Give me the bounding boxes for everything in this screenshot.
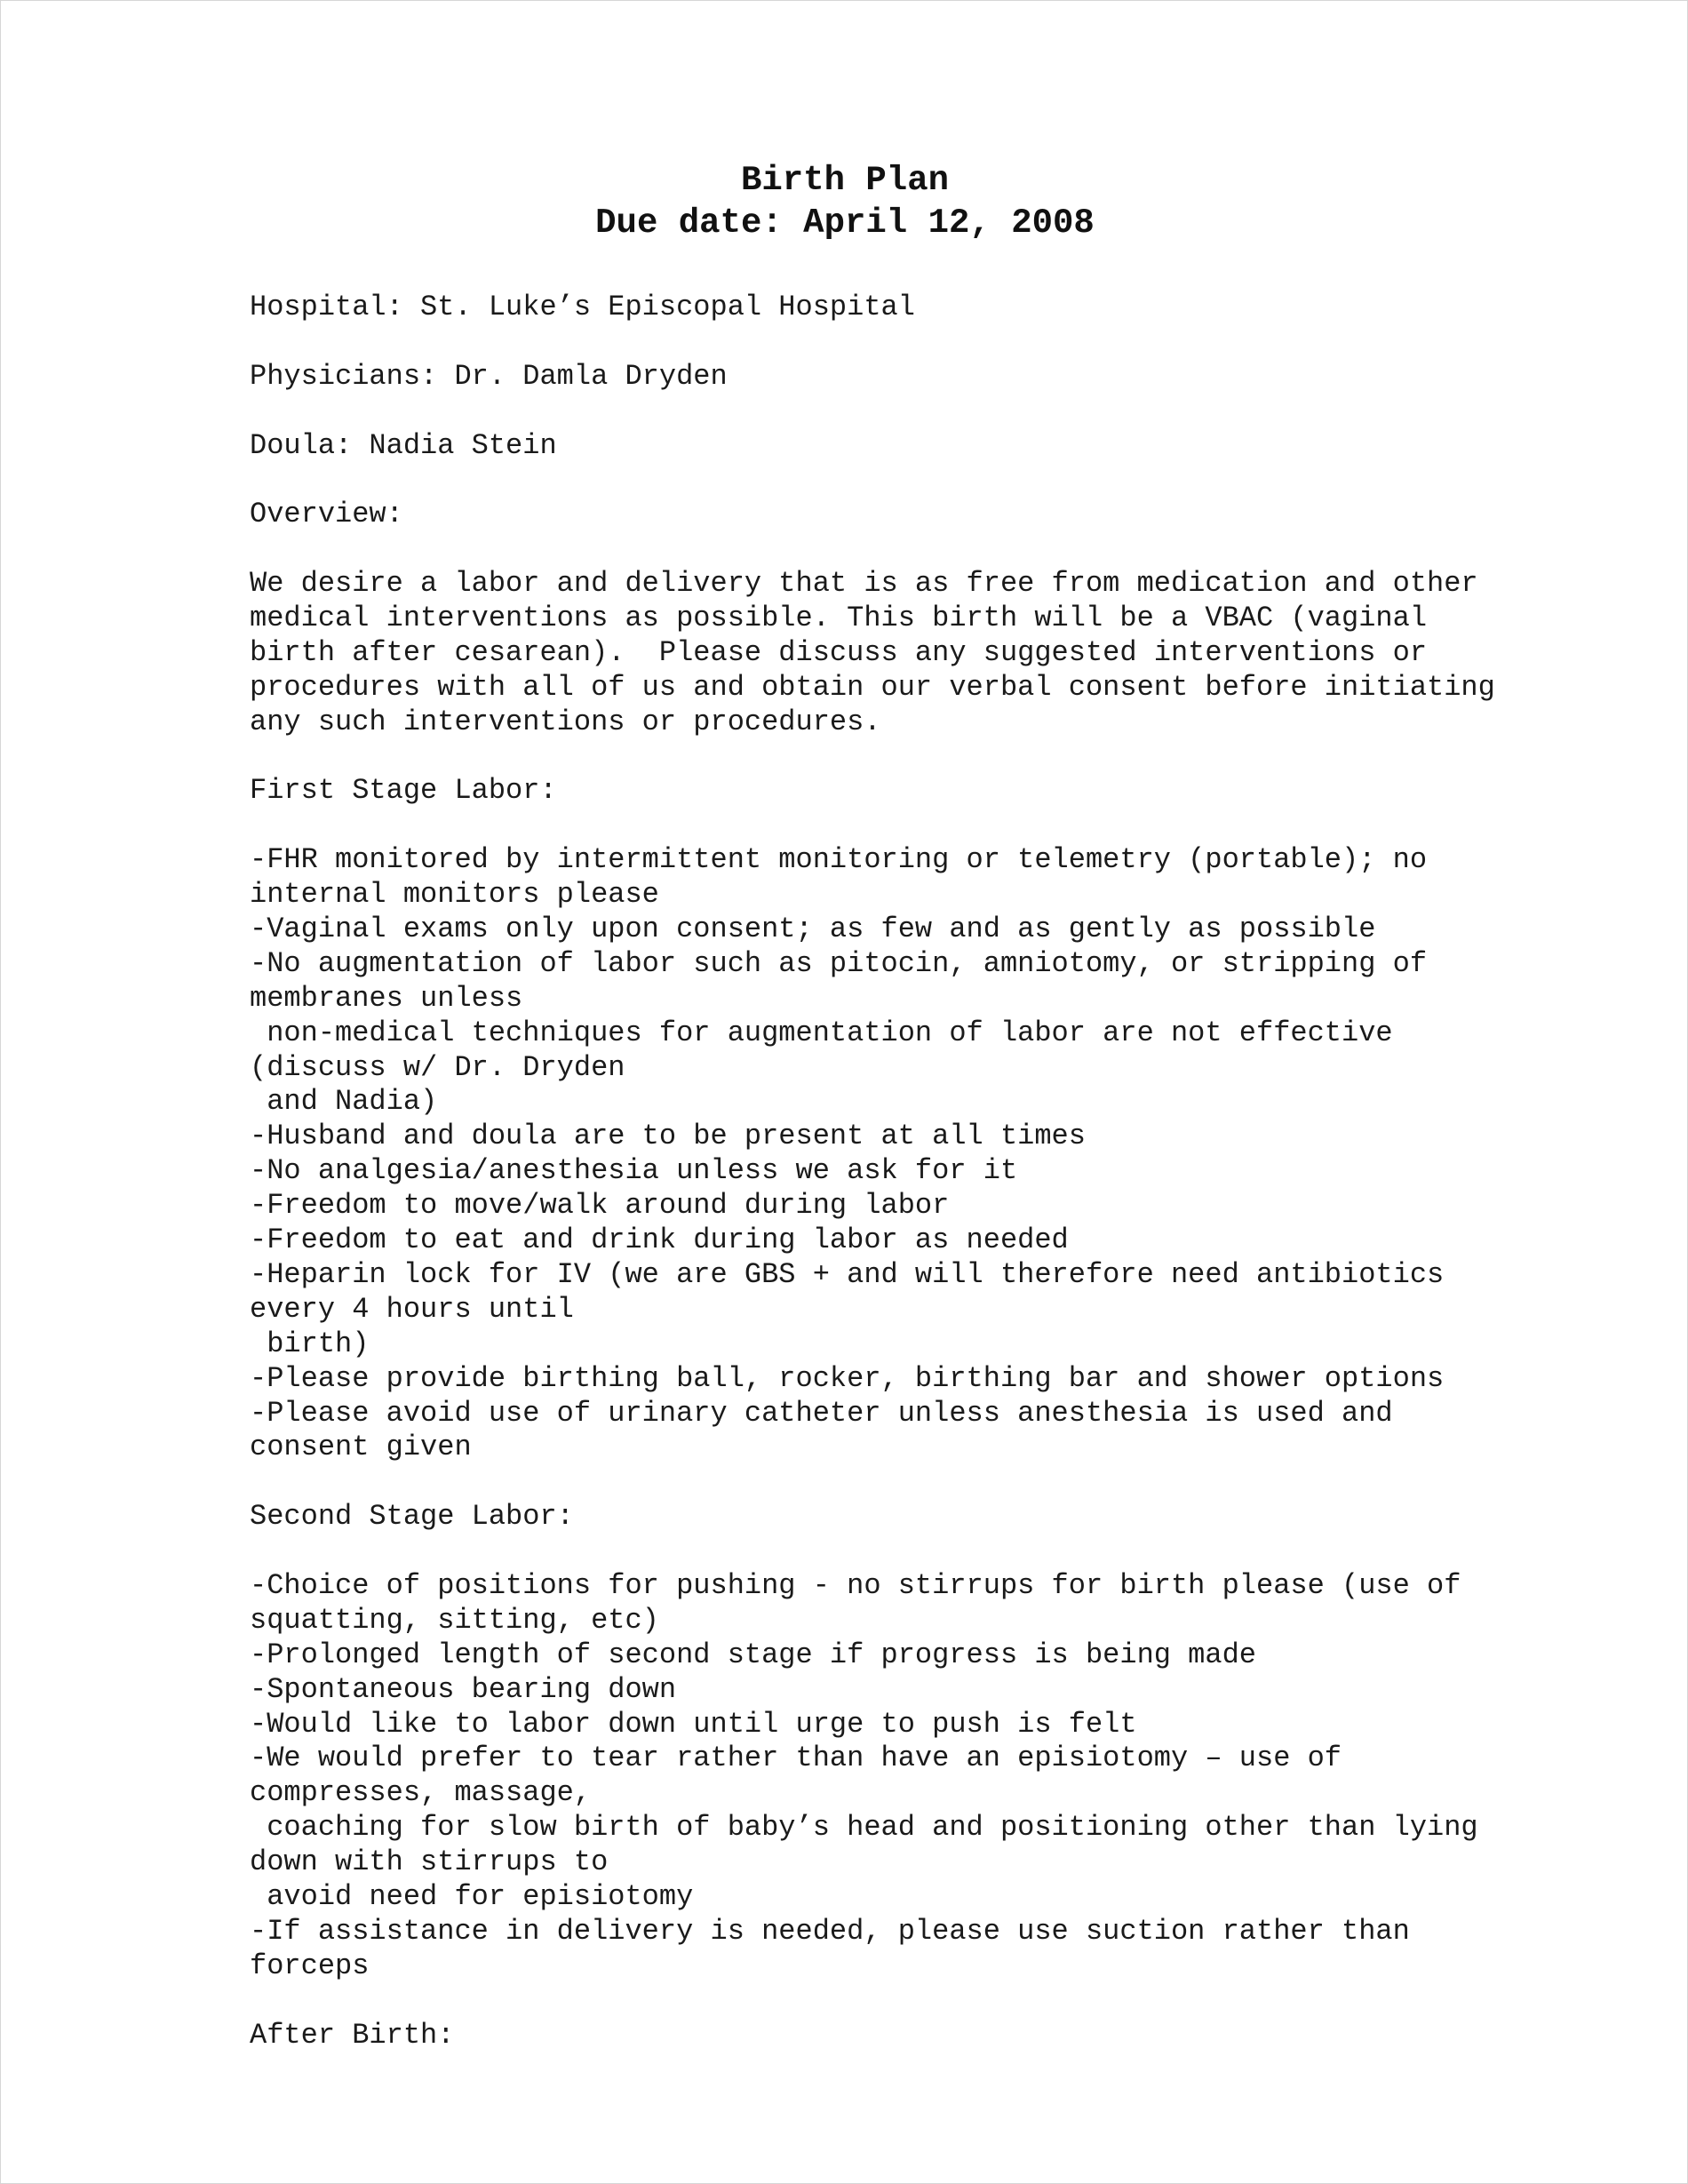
text-line: (discuss w/ Dr. Dryden [250, 1050, 625, 1084]
text-line: First Stage Labor: [250, 774, 557, 808]
text-line: -Freedom to eat and drink during labor as needed [250, 1224, 1069, 1257]
text-line: Hospital: St. Luke’s Episcopal Hospital [250, 291, 915, 323]
text-line: -Please provide birthing ball, rocker, birthing bar and shower options [250, 1361, 1445, 1395]
text-line: Doula: Nadia Stein [250, 428, 557, 462]
text-line: birth after cesarean). Please discuss any suggested interventions or [250, 635, 1428, 669]
text-line: -Please avoid use of urinary catheter unless anesthesia is used and [250, 1396, 1393, 1430]
text-line: squatting, sitting, etc) [250, 1603, 659, 1637]
text-line: -Would like to labor down until urge to push is felt [250, 1707, 1137, 1741]
blank-line [250, 325, 1600, 360]
text-line: -Vaginal exams only upon consent; as few and as gently as possible [250, 913, 1376, 946]
text-line: -Husband and doula are to be present at all times [250, 1120, 1086, 1153]
blank-line [250, 395, 1600, 429]
blank-line [250, 1984, 1600, 2019]
text-line: down with stirrups to [250, 1845, 609, 1879]
text-line: compresses, massage, [250, 1776, 592, 1810]
text-line: -Spontaneous bearing down [250, 1672, 677, 1706]
text-line: After Birth: [250, 2018, 455, 2052]
blank-line [250, 740, 1600, 775]
due-date-heading: Due date: April 12, 2008 [595, 203, 1095, 243]
text-line: avoid need for episiotomy [250, 1879, 694, 1913]
blank-line [250, 809, 1600, 843]
text-line: any such interventions or procedures. [250, 705, 881, 738]
text-line: -Heparin lock for IV (we are GBS + and will therefore need antibiotics [250, 1257, 1445, 1291]
document-title: Birth Plan [740, 161, 950, 200]
blank-line [250, 1534, 1600, 1569]
blank-line [250, 463, 1600, 498]
text-line: birth) [250, 1327, 370, 1360]
text-line: -If assistance in delivery is needed, please use suction rather than [250, 1914, 1410, 1948]
text-line: We desire a labor and delivery that is as free from medication and other [250, 567, 1478, 601]
text-line: Overview: [250, 498, 403, 531]
text-line: procedures with all of us and obtain our verbal consent before initiating [250, 670, 1495, 704]
blank-line [250, 532, 1600, 567]
text-line: forceps [250, 1949, 370, 1982]
text-line: non-medical techniques for augmentation of labor are not effective [250, 1016, 1393, 1049]
text-line: -Freedom to move/walk around during labor [250, 1189, 950, 1223]
text-line: medical interventions as possible. This birth will be a VBAC (vaginal [250, 602, 1428, 635]
text-line: coaching for slow birth of baby’s head and positioning other than lying [250, 1811, 1478, 1845]
text-line: Physicians: Dr. Damla Dryden [250, 359, 728, 393]
text-line: -No augmentation of labor such as pitocin, amniotomy, or stripping of [250, 946, 1428, 980]
text-line: internal monitors please [250, 878, 659, 912]
text-line: -Choice of positions for pushing - no stirrups for birth please (use of [250, 1568, 1461, 1602]
text-line: Second Stage Labor: [250, 1500, 574, 1534]
document-body [250, 291, 1600, 2052]
text-line: every 4 hours until [250, 1292, 574, 1326]
text-line: -Prolonged length of second stage if progress is being made [250, 1638, 1256, 1671]
text-line: consent given [250, 1431, 472, 1464]
text-line: -No analgesia/anesthesia unless we ask for it [250, 1154, 1018, 1188]
text-line: -We would prefer to tear rather than have an episiotomy – use of [250, 1742, 1342, 1775]
text-line: membranes unless [250, 981, 523, 1015]
text-line: and Nadia) [250, 1085, 438, 1119]
blank-line [250, 1465, 1600, 1500]
text-line: -FHR monitored by intermittent monitoring or telemetry (portable); no [250, 843, 1428, 877]
